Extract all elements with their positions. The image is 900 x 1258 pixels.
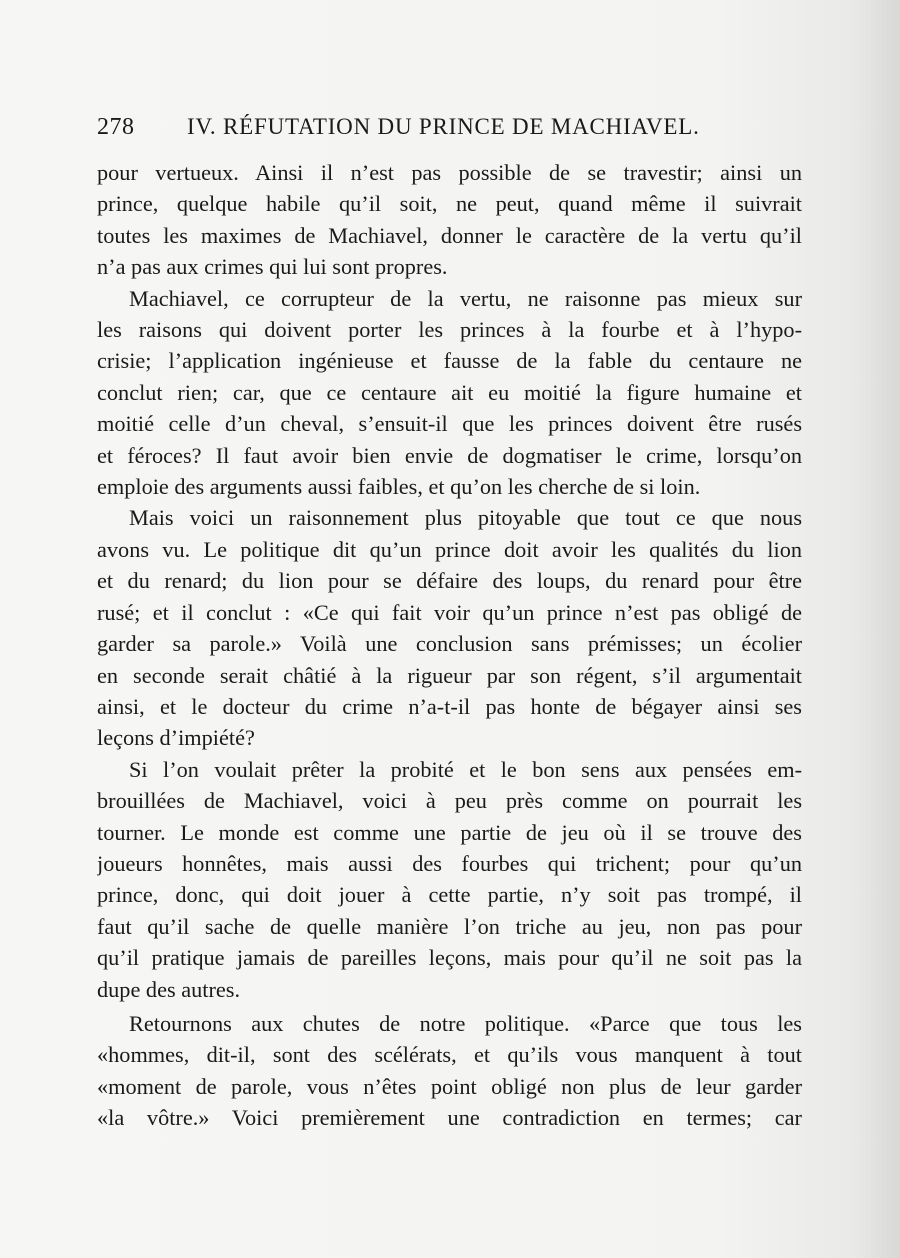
paragraph	[97, 1008, 802, 1134]
text-line: rusé; et il conclut : «Ce qui fait voir qu’un prince n’est pas obligé de	[97, 599, 802, 625]
page-number: 278	[97, 114, 135, 140]
text-line: n’a pas aux crimes qui lui sont propres.	[97, 254, 448, 280]
text-line: brouillées de Machiavel, voici à peu près comme on pourrait les	[97, 788, 802, 814]
text-line: Retournons aux chutes de notre politique. «Parce que tous les	[129, 1010, 802, 1036]
text-line: prince, quelque habile qu’il soit, ne peut, quand même il suivrait	[97, 191, 802, 217]
text-line: joueurs honnêtes, mais aussi des fourbes qui trichent; pour qu’un	[97, 850, 802, 876]
text-line: en seconde serait châtié à la rigueur par son régent, s’il argumentait	[97, 662, 802, 688]
running-title: IV. RÉFUTATION DU PRINCE DE MACHIAVEL.	[187, 114, 700, 139]
text-line: leçons d’impiété?	[97, 725, 255, 751]
text-line: ainsi, et le docteur du crime n’a-t-il pas honte de bégayer ainsi ses	[97, 693, 802, 719]
text-line: tourner. Le monde est comme une partie de jeu où il se trouve des	[97, 819, 802, 845]
text-line: Mais voici un raisonnement plus pitoyable que tout ce que nous	[129, 505, 802, 531]
body-text	[97, 157, 802, 1134]
running-head	[97, 112, 817, 148]
text-line: dupe des autres.	[97, 976, 241, 1002]
text-line: «hommes, dit-il, sont des scélérats, et qu’ils vous manquent à tout	[97, 1042, 802, 1068]
text-line: toutes les maximes de Machiavel, donner le caractère de la vertu qu’il	[97, 222, 802, 248]
text-line: pour vertueux. Ainsi il n’est pas possible de se travestir; ainsi un	[97, 160, 802, 185]
text-line: avons vu. Le politique dit qu’un prince doit avoir les qualités du lion	[97, 536, 802, 562]
text-line: qu’il pratique jamais de pareilles leçons, mais pour qu’il ne soit pas la	[97, 945, 802, 971]
text-line: moitié celle d’un cheval, s’ensuit-il que les princes doivent être rusés	[97, 411, 802, 437]
paragraph	[97, 157, 802, 283]
text-line: faut qu’il sache de quelle manière l’on triche au jeu, non pas pour	[97, 913, 802, 939]
paragraph	[97, 502, 802, 753]
text-line: crisie; l’application ingénieuse et fausse de la fable du centaure ne	[97, 348, 802, 374]
text-line: Machiavel, ce corrupteur de la vertu, ne raisonne pas mieux sur	[129, 285, 802, 311]
text-line: les raisons qui doivent porter les princes à la fourbe et à l’hypo-	[97, 317, 802, 343]
text-line: «moment de parole, vous n’êtes point obligé non plus de leur garder	[97, 1073, 802, 1099]
text-line: et féroces? Il faut avoir bien envie de dogmatiser le crime, lorsqu’on	[97, 442, 802, 468]
text-line: conclut rien; car, que ce centaure ait eu moitié la figure humaine et	[97, 379, 802, 405]
text-line: prince, donc, qui doit jouer à cette partie, n’y soit pas trompé, il	[97, 882, 802, 908]
text-line: emploie des arguments aussi faibles, et qu’on les cherche de si loin.	[97, 474, 701, 500]
paragraph	[97, 754, 802, 1005]
text-line: et du renard; du lion pour se défaire des loups, du renard pour être	[97, 568, 802, 594]
text-line: «la vôtre.» Voici premièrement une contradiction en termes; car	[97, 1105, 802, 1131]
text-line: garder sa parole.» Voilà une conclusion sans prémisses; un écolier	[97, 631, 802, 657]
text-line: Si l’on voulait prêter la probité et le bon sens aux pensées em-	[129, 756, 802, 782]
paragraph	[97, 283, 802, 503]
